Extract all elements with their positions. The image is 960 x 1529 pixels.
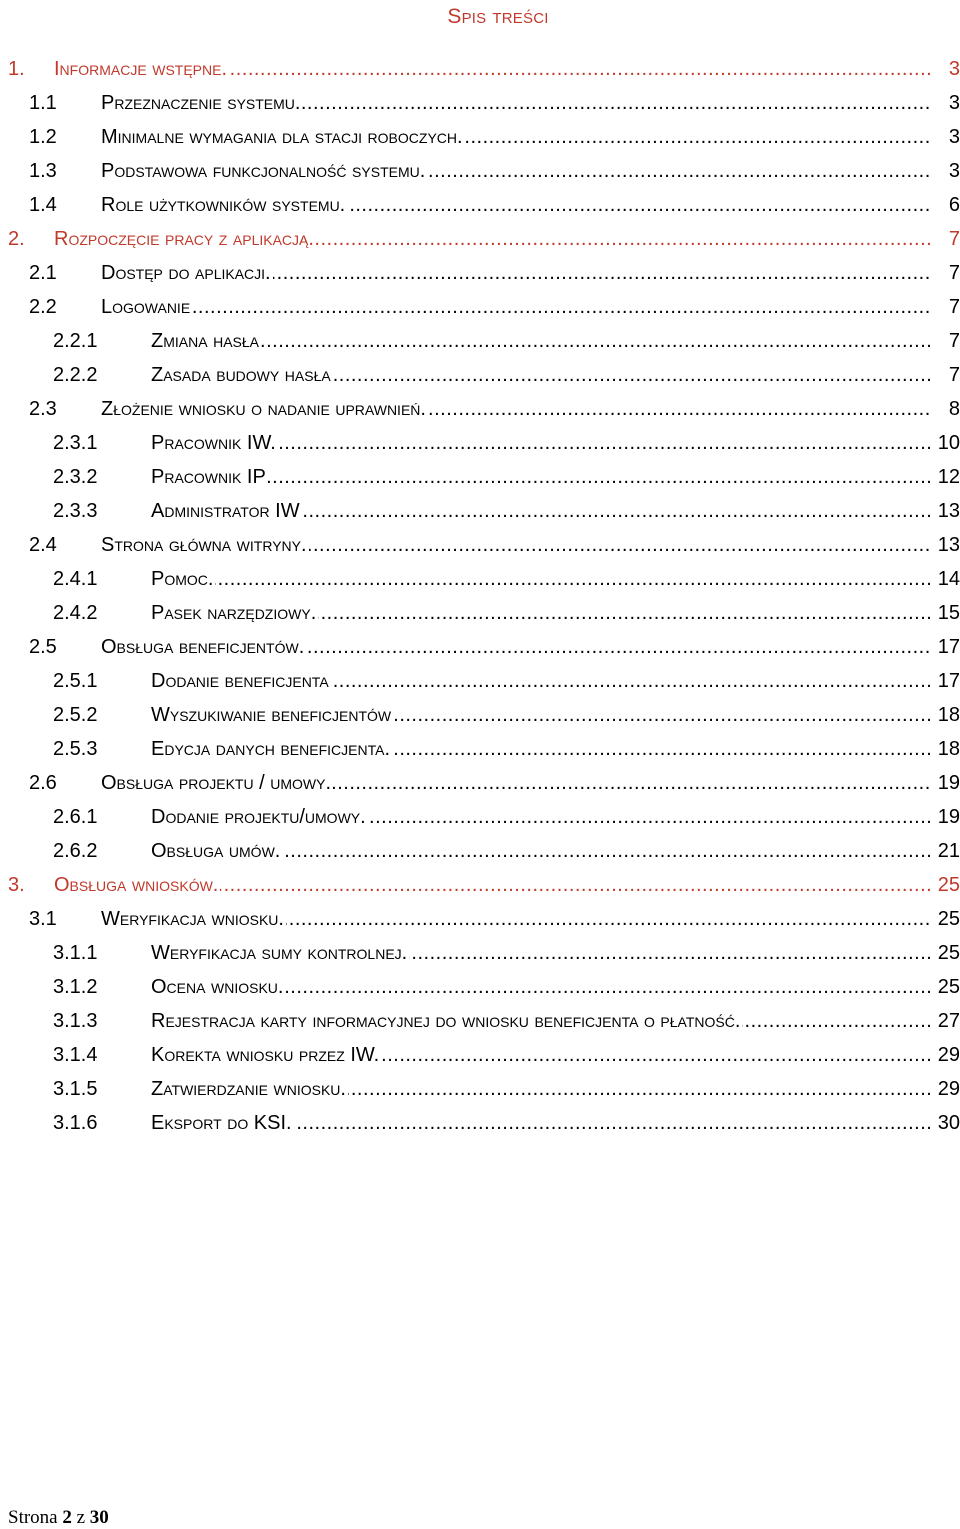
toc-entry-page-number: 17 (932, 630, 960, 664)
toc-entry-number: 3.1.5 (53, 1078, 98, 1100)
toc-entry-title: Pasek narzędziowy. (151, 602, 317, 624)
toc-entry-title: Rozpoczęcie pracy z aplikacją. (54, 228, 314, 250)
toc-entry-number: 2.4.2 (53, 602, 98, 624)
toc-entry[interactable] (0, 426, 960, 460)
toc-entry-number: 1.2 (29, 126, 57, 148)
toc-entry-number: 2.4 (29, 534, 57, 556)
toc-entry-text-wrapper (151, 1038, 932, 1072)
toc-entry-title: Strona główna witryny. (101, 534, 307, 556)
toc-entry-text-wrapper (151, 596, 932, 630)
toc-entry-page-number: 13 (932, 494, 960, 528)
toc-entry-text-wrapper (151, 970, 932, 1004)
toc-entry-text-wrapper (101, 188, 932, 222)
toc-entry-title: Administrator IW (151, 500, 300, 522)
toc-entry-page-number: 7 (932, 358, 960, 392)
toc-entry-title: Role użytkowników systemu. (101, 194, 346, 216)
toc-entry-number: 2.2.2 (53, 364, 98, 386)
toc-entry[interactable] (0, 460, 960, 494)
toc-entry-page-number: 10 (932, 426, 960, 460)
toc-entry-text-wrapper (54, 868, 932, 902)
toc-entry-number: 2.2 (29, 296, 57, 318)
toc-entry-number: 3. (8, 874, 25, 896)
toc-entry-number: 2.5 (29, 636, 57, 658)
toc-entry[interactable] (0, 834, 960, 868)
toc-entry[interactable] (0, 596, 960, 630)
toc-entry-page-number: 19 (932, 766, 960, 800)
toc-entry[interactable] (0, 392, 960, 426)
toc-entry-number: 3.1.3 (53, 1010, 98, 1032)
toc-entry-text-wrapper (151, 1004, 932, 1038)
toc-entry-number: 1.1 (29, 92, 57, 114)
toc-entry-title: Informacje wstępne. (54, 58, 228, 80)
toc-entry-title: Rejestracja karty informacyjnej do wniosku beneficjenta o płatność. (151, 1010, 741, 1032)
toc-entry-number: 2.3.2 (53, 466, 98, 488)
toc-entry-page-number: 27 (932, 1004, 960, 1038)
toc-entry-title: Podstawowa funkcjonalność systemu. (101, 160, 426, 182)
toc-entry-page-number: 25 (932, 868, 960, 902)
toc-entry[interactable] (0, 154, 960, 188)
toc-entry-page-number: 12 (932, 460, 960, 494)
footer-current-page: 2 (62, 1507, 72, 1528)
toc-entry-title: Zatwierdzanie wniosku. (151, 1078, 346, 1100)
toc-entry[interactable] (0, 936, 960, 970)
toc-entry-title: Ocena wniosku. (151, 976, 284, 998)
toc-entry[interactable] (0, 1106, 960, 1140)
toc-entry[interactable] (0, 222, 960, 256)
toc-entry-text-wrapper (151, 800, 932, 834)
toc-entry[interactable] (0, 290, 960, 324)
toc-entry-page-number: 7 (932, 256, 960, 290)
footer-separator: z (76, 1507, 86, 1528)
toc-entry-number: 3.1.4 (53, 1044, 98, 1066)
toc-entry-page-number: 17 (932, 664, 960, 698)
toc-entry[interactable] (0, 800, 960, 834)
toc-entry-page-number: 3 (932, 120, 960, 154)
toc-entry[interactable] (0, 902, 960, 936)
footer-total-pages: 30 (89, 1507, 109, 1528)
toc-entry-title: Minimalne wymagania dla stacji roboczych. (101, 126, 463, 148)
toc-entry-number: 3.1.2 (53, 976, 98, 998)
toc-entry-text-wrapper (101, 766, 932, 800)
toc-entry[interactable] (0, 494, 960, 528)
toc-entry-text-wrapper (101, 86, 932, 120)
toc-entry-title: Zasada budowy hasła (151, 364, 331, 386)
toc-entry[interactable] (0, 698, 960, 732)
toc-entry-title: Obsługa projektu / umowy. (101, 772, 332, 794)
toc-entry-title: Obsługa wniosków. (54, 874, 219, 896)
toc-entry-text-wrapper (151, 936, 932, 970)
toc-entry-page-number: 25 (932, 936, 960, 970)
toc-entry-page-number: 3 (932, 52, 960, 86)
toc-entry[interactable] (0, 86, 960, 120)
toc-entry-page-number: 6 (932, 188, 960, 222)
toc-entry[interactable] (0, 1072, 960, 1106)
toc-entry[interactable] (0, 562, 960, 596)
toc-entry-page-number: 25 (932, 970, 960, 1004)
toc-entry[interactable] (0, 868, 960, 902)
toc-entry-page-number: 7 (932, 324, 960, 358)
toc-entry-page-number: 13 (932, 528, 960, 562)
toc-entry-page-number: 29 (932, 1038, 960, 1072)
toc-entry[interactable] (0, 324, 960, 358)
toc-entry[interactable] (0, 358, 960, 392)
toc-entry-text-wrapper (151, 460, 932, 494)
toc-entry-number: 1.4 (29, 194, 57, 216)
toc-entry-number: 1. (8, 58, 25, 80)
toc-entry-text-wrapper (101, 256, 932, 290)
toc-entry-number: 2.6.2 (53, 840, 98, 862)
toc-entry-number: 2.2.1 (53, 330, 98, 352)
toc-entry-page-number: 3 (932, 86, 960, 120)
toc-entry-page-number: 19 (932, 800, 960, 834)
toc-entry-title: Złożenie wniosku o nadanie uprawnień. (101, 398, 426, 420)
toc-entry-page-number: 30 (932, 1106, 960, 1140)
toc-entry-title: Pracownik IP (151, 466, 266, 488)
toc-entry-number: 2.3 (29, 398, 57, 420)
toc-entry-page-number: 8 (932, 392, 960, 426)
toc-entry-page-number: 25 (932, 902, 960, 936)
toc-entry-title: Weryfikacja wniosku. (101, 908, 284, 930)
toc-entry-text-wrapper (151, 698, 932, 732)
toc-entry-title: Obsługa umów. (151, 840, 281, 862)
toc-entry-number: 3.1.1 (53, 942, 98, 964)
toc-heading: Spis treści (447, 5, 549, 28)
toc-entry[interactable] (0, 256, 960, 290)
toc-entry-number: 2.4.1 (53, 568, 98, 590)
toc-entry-text-wrapper (101, 528, 932, 562)
toc-entry-title: Eksport do KSI. (151, 1112, 292, 1134)
toc-entry-number: 3.1 (29, 908, 57, 930)
toc-entry-text-wrapper (101, 902, 932, 936)
toc-entry-title: Edycja danych beneficjenta. (151, 738, 390, 760)
toc-entry-text-wrapper (151, 562, 932, 596)
toc-entry-number: 3.1.6 (53, 1112, 98, 1134)
toc-entry-title: Wyszukiwanie beneficjentów (151, 704, 392, 726)
toc-entry-text-wrapper (151, 358, 932, 392)
toc-entry-text-wrapper (101, 154, 932, 188)
toc-entry-page-number: 7 (932, 290, 960, 324)
toc-entry[interactable] (0, 120, 960, 154)
toc-entry-title: Weryfikacja sumy kontrolnej. (151, 942, 408, 964)
toc-entry-page-number: 7 (932, 222, 960, 256)
toc-entry-title: Pracownik IW. (151, 432, 276, 454)
toc-entry[interactable] (0, 1004, 960, 1038)
toc-entry-title: Pomoc. (151, 568, 214, 590)
toc-entry[interactable] (0, 1038, 960, 1072)
toc-entry-number: 2. (8, 228, 25, 250)
toc-entry-text-wrapper (101, 290, 932, 324)
toc-list (0, 52, 960, 1140)
toc-entry-title: Dodanie projektu/umowy. (151, 806, 366, 828)
toc-entry-number: 2.6 (29, 772, 57, 794)
toc-entry[interactable] (0, 528, 960, 562)
toc-entry-page-number: 3 (932, 154, 960, 188)
toc-entry-page-number: 14 (932, 562, 960, 596)
toc-entry[interactable] (0, 732, 960, 766)
toc-entry-text-wrapper (54, 52, 932, 86)
toc-entry[interactable] (0, 188, 960, 222)
toc-entry-text-wrapper (101, 120, 932, 154)
toc-entry-title: Zmiana hasła (151, 330, 260, 352)
toc-entry-title: Przeznaczenie systemu. (101, 92, 301, 114)
toc-entry-number: 2.5.3 (53, 738, 98, 760)
toc-entry[interactable] (0, 766, 960, 800)
toc-entry-number: 2.1 (29, 262, 57, 284)
toc-entry-page-number: 29 (932, 1072, 960, 1106)
footer-prefix: Strona (8, 1507, 58, 1528)
toc-entry-text-wrapper (151, 494, 932, 528)
toc-entry-text-wrapper (151, 1106, 932, 1140)
toc-entry-text-wrapper (54, 222, 932, 256)
toc-entry[interactable] (0, 630, 960, 664)
toc-entry-number: 2.5.2 (53, 704, 98, 726)
toc-entry-page-number: 15 (932, 596, 960, 630)
toc-entry-title: Dodanie beneficjenta (151, 670, 329, 692)
toc-entry-title: Logowanie (101, 296, 191, 318)
toc-entry-title: Korekta wniosku przez IW. (151, 1044, 380, 1066)
toc-entry-page-number: 21 (932, 834, 960, 868)
toc-entry-number: 1.3 (29, 160, 57, 182)
toc-entry-text-wrapper (151, 324, 932, 358)
toc-entry-number: 2.6.1 (53, 806, 98, 828)
toc-entry-text-wrapper (151, 664, 932, 698)
toc-entry-text-wrapper (151, 834, 932, 868)
page-footer (8, 1507, 109, 1529)
toc-entry-number: 2.3.3 (53, 500, 98, 522)
toc-entry-text-wrapper (101, 630, 932, 664)
toc-entry[interactable] (0, 664, 960, 698)
toc-entry-title: Dostęp do aplikacji. (101, 262, 271, 284)
toc-entry-page-number: 18 (932, 732, 960, 766)
toc-entry-text-wrapper (151, 732, 932, 766)
toc-entry-text-wrapper (151, 1072, 932, 1106)
toc-entry-page-number: 18 (932, 698, 960, 732)
toc-entry-text-wrapper (151, 426, 932, 460)
toc-entry-number: 2.5.1 (53, 670, 98, 692)
toc-entry[interactable] (0, 970, 960, 1004)
toc-entry-title: Obsługa beneficjentów. (101, 636, 305, 658)
toc-entry-number: 2.3.1 (53, 432, 98, 454)
toc-entry-text-wrapper (101, 392, 932, 426)
toc-entry[interactable] (0, 52, 960, 86)
